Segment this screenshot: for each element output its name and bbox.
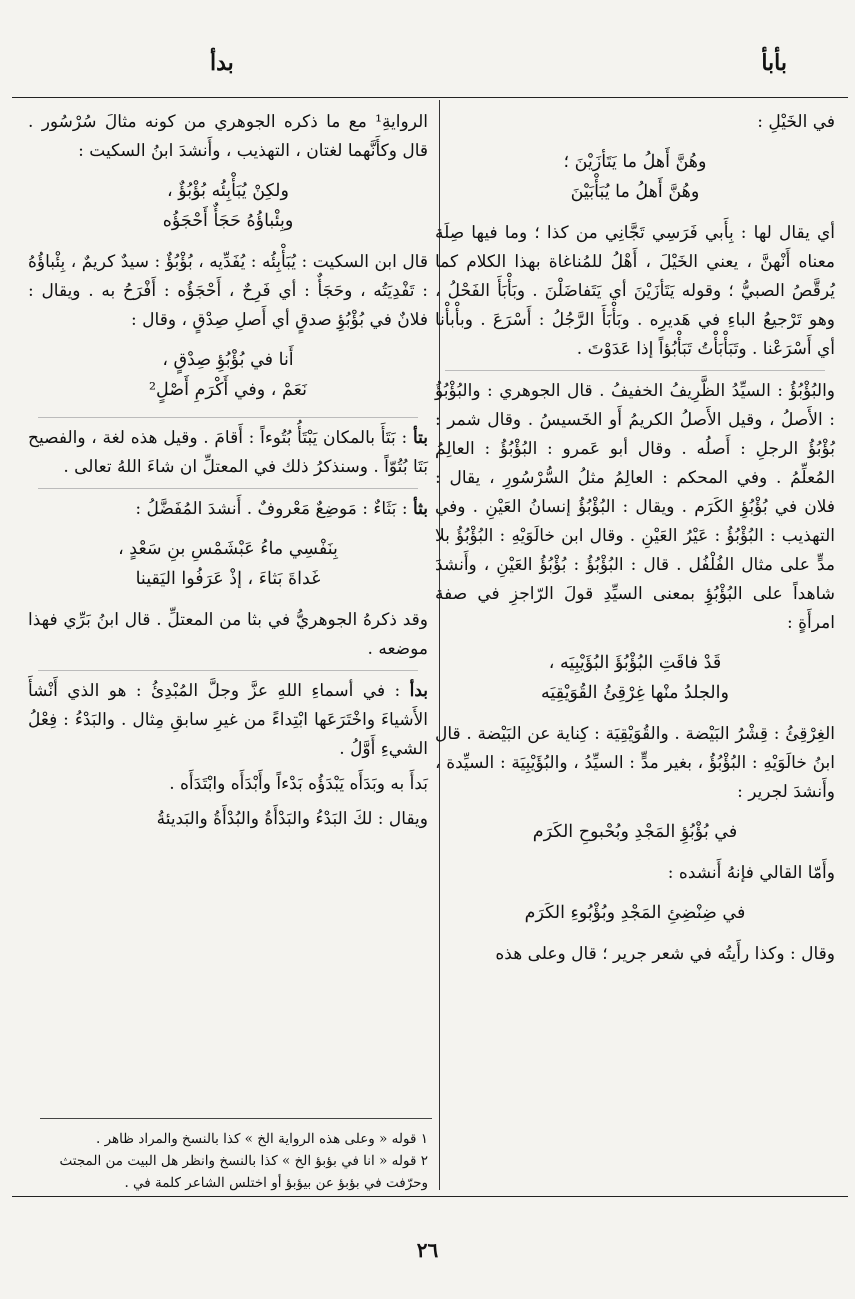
entry-text: : بَثَاءٌ : مَوضِعٌ مَعْروفٌ . أَنشدَ المُفَضَّلُ : [135,499,408,519]
verse-line: نَعَمْ ، وفي أَكْرَمِ أَصْلٍ² [149,380,307,400]
footnote-2: ٢ قوله « انا في بؤبؤ الخ » كذا بالنسخ وانظر هل البيت من المجتث وحرّفت في بؤبؤ عن بيؤبؤ أو اختلس الشاعر كلمة في . [59,1153,428,1191]
footnotes [28,1128,428,1194]
verse-line: قَدْ فاقَتِ البُؤْبُؤَ البُؤَيْبِيَه ، [548,653,722,673]
verse [435,898,835,928]
paragraph: قال ابن السكيت : يُبَأْبِئُه : يُفَدِّيه ، بُؤْبُؤٌ : سيدٌ كريمٌ ، بِئْباؤُهُ : تَفْدِيَتُه ، وحَجَأٌ : أي فَرِحٌ ، أَحْجَؤُه : أَفْرَحُ به . ويقال : فلانٌ في بُؤْبُؤِ صدقٍ أي أَصلِ صِدْقٍ ، وقال : [28,252,428,330]
paragraph: ويقال : لكَ البَدْءُ والبَدْأَةُ والبُدْأَةُ والبَديئةُ [156,809,428,829]
verse [435,648,835,708]
entry-separator [445,370,825,371]
page-number: ٢٦ [416,1238,439,1262]
running-header-left: بدأ [210,50,234,76]
verse [435,817,835,847]
verse-line: وبِئْباؤُهُ حَجَأٌ أَحْجَؤُه [162,211,294,231]
paragraph: بَدأَ به وبَدَأَه يَبْدَؤُه بَدْءاً وأَبْدَأَه وابْتَدَأَه . [169,774,428,794]
right-column [435,108,835,975]
verse [28,176,428,236]
paragraph: الروايةِ¹ مع ما ذكره الجوهري من كونه مثالَ سُرْسُور . قال وكأَنَّهما لغتان ، التهذيب ، وأَنشدَ ابنُ السكيت : [28,112,428,161]
verse [435,147,835,207]
left-column [28,108,428,840]
running-header-right: بأبأ [761,50,787,76]
verse-line: والجلدُ منْها غِرْقِئُ القُوَيْقِيَه [541,683,729,703]
verse-line: في ضِنْضِئِ المَجْدِ وبُؤْبُوءِ الكَرَم [524,903,746,923]
dictionary-entry [28,495,428,524]
entry-separator [38,417,418,418]
paragraph: والبُؤْبُؤُ : السيِّدُ الظَّرِيفُ الخفيفُ . قال الجوهري : والبُؤْبُؤُ : الأَصلُ ، وقيل الأَصلُ الكريمُ أَو الخَسيسُ . وقال شمر : بُؤْبُؤُ الرجلِ : أَصلُه . وقال أبو عَمرو : البُؤْبُؤُ : العالِمُ المُعلِّمُ . وفي المحكم : العالِمُ مثلُ السُّرْسُورِ ، يقال : فلان في بُؤْبُؤِ الكَرَم . ويقال : البُؤْبُؤُ إنسانُ العَيْنِ . وفي التهذيب : البُؤْبُؤُ : عَيْرُ العَيْنِ . وقال ابن خالَوَيْهِ : البُؤْبُؤُ بلا مدٍّ على مثال الفُلْفُل . قال : البُؤْبُؤُ : بُؤْبُؤُ العَيْنِ ، وأَنشدَ شاهداً على البُؤْبُؤِ بمعنى السيِّدِ قولَ الرّاجزِ في صفة امرأَةٍ : [435,381,835,633]
verse-line: أَنا في بُؤْبُؤِ صِدْقٍ ، [162,350,294,370]
paragraph: في الخَيْلِ : [757,112,835,132]
verse-line: غَداةَ بَثاءَ ، إذْ عَرَفُوا اليَقينا [135,569,321,589]
footnote-rule [40,1118,432,1119]
verse-line: ولكِنْ يُبَأْبِئُه بُؤْبُؤٌ ، [167,181,289,201]
entry-separator [38,670,418,671]
header-rule [12,97,848,98]
entry-text: : بَتَأَ بالمكان يَبْتَأُ بُتُوءاً : أَقامَ . وقيل هذه لغة ، والفصيح بَتَا بُتُوّاً . وسنذكرُ ذلك في المعتلِّ ان شاءَ اللهُ تعالى . [28,428,428,477]
verse-line: وهُنَّ أَهلُ ما يُبَأْبَيْنَ [570,182,700,202]
verse [28,534,428,594]
entry-headword: بدأ [409,681,429,701]
dictionary-entry [28,677,428,764]
paragraph: وقال : وكذا رأَيتُه في شعر جرير ؛ قال وعلى هذه [495,944,835,964]
verse-line: في بُؤْبُؤِ المَجْدِ وبُحْبوحِ الكَرَم [532,822,738,842]
verse-line: وهُنَّ أَهلُ ما يَتَأزَيْنَ ؛ [563,152,707,172]
entry-headword: بثأ [412,499,428,519]
footer-rule [12,1196,848,1197]
verse [28,345,428,405]
paragraph: وأَمّا القالي فإنهُ أَنشده : [667,863,835,883]
entry-text: : في أسماءِ اللهِ عزَّ وجلَّ المُبْدِئُ : هو الذي أَنْشأَ الأَشياءَ واخْتَرَعَها ابْتِداءً من غيرِ سابقِ مِثال . والبَدْءُ : فِعْلُ الشيءِ أَوَّلُ . [28,681,428,759]
paragraph: أي يقال لها : بِأَبي فَرَسِي تَجَّانِي من كذا ؛ وما فيها صِلَة معناه أَنْهنَّ ، يعني الخَيْلَ ، أَهْلُ للمُناغاة بهذا الكلام كما يُرقَّصُ الصبيُّ ؛ وقوله يَتَأزَيْنَ أي يَتَفاضَلْنَ . وبَأْبَأَ الفَحْلُ ، وهو تَرْجيعُ الباءِ في هَديرِه . وبَأْبَأَ الرَّجُلُ : أَسْرَعَ . وبأْبأْنا أي أَسْرَعْنا . وتَبَأْبَأْتُ تَبَأْبُؤاً إذا عَدَوْتَ . [435,223,835,359]
entry-separator [38,488,418,489]
dictionary-entry [28,424,428,482]
verse-line: بِنَفْسِي ماءُ عَبْشَمْسِ بنِ سَعْدٍ ، [118,539,338,559]
paragraph: وقد ذكرهُ الجوهريُّ في بثا من المعتلِّ . قال ابنُ بَرِّي فهذا موضعه . [28,610,428,659]
entry-headword: بتأ [412,428,428,448]
paragraph: الغِرْقِئُ : قِشْرُ البَيْضة . والقُوَيْقِيَة : كِناية عن البَيْضة . قال ابنُ خالَوَيْهِ : البُؤْبُؤُ ، بغير مدٍّ : السيِّدُ ، والبُؤَيْبِيَة : السيِّدة ، وأَنشدَ لجرير : [435,724,835,802]
footnote-1: ١ قوله « وعلى هذه الرواية الخ » كذا بالنسخ والمراد ظاهر . [96,1131,428,1147]
